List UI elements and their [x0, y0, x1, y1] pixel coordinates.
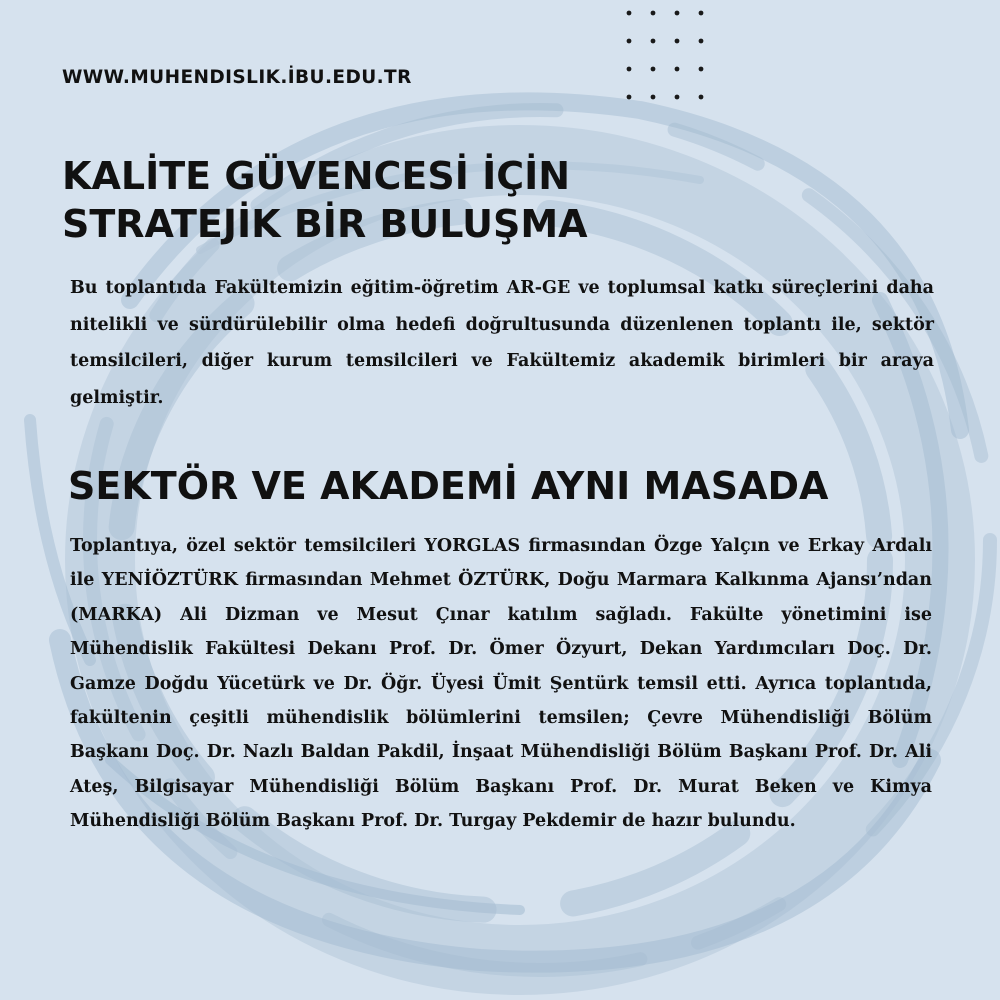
website-url[interactable]: WWW.MUHENDISLIK.İBU.EDU.TR	[62, 67, 412, 88]
section-body-quality: Bu toplantıda Fakültemizin eğitim-öğretim AR-GE ve toplumsal katkı süreçlerini daha nitelikli ve sürdürülebilir olma hedefi doğrultusunda düzenlenen toplantı ile, sektör temsilcileri, diğer kurum temsilcileri ve Fakültemiz akademik birimleri bir araya gelmiştir.	[70, 278, 934, 408]
decorative-dot-grid	[626, 10, 726, 110]
section-body-sector-academy: Toplantıya, özel sektör temsilcileri YORGLAS firmasından Özge Yalçın ve Erkay Ardalı ile YENİÖZTÜRK firmasından Mehmet ÖZTÜRK, Doğu Marmara Kalkınma Ajansı’ndan (MARKA) Ali Dizman ve Mesut Çınar katılım sağladı. Fakülte yönetimini ise Mühendislik Fakültesi Dekanı Prof. Dr. Ömer Özyurt, Dekan Yardımcıları Doç. Dr. Gamze Doğdu Yücetürk ve Dr. Öğr. Üyesi Ümit Şentürk temsil etti. Ayrıca toplantıda, fakültenin çeşitli mühendislik bölümlerini temsilen; Çevre Mühendisliği Bölüm Başkanı Doç. Dr. Nazlı Baldan Pakdil, İnşaat Mühendisliği Bölüm Başkanı Prof. Dr. Ali Ateş, Bilgisayar Mühendisliği Bölüm Başkanı Prof. Dr. Murat Beken ve Kimya Mühendisliği Bölüm Başkanı Prof. Dr. Turgay Pekdemir de hazır bulundu.	[70, 536, 932, 832]
section-title-sector-academy: SEKTÖR VE AKADEMİ AYNI MASADA	[68, 464, 829, 508]
section-title-quality: KALİTE GÜVENCESİ İÇİN STRATEJİK BİR BULUŞMA	[62, 154, 588, 246]
